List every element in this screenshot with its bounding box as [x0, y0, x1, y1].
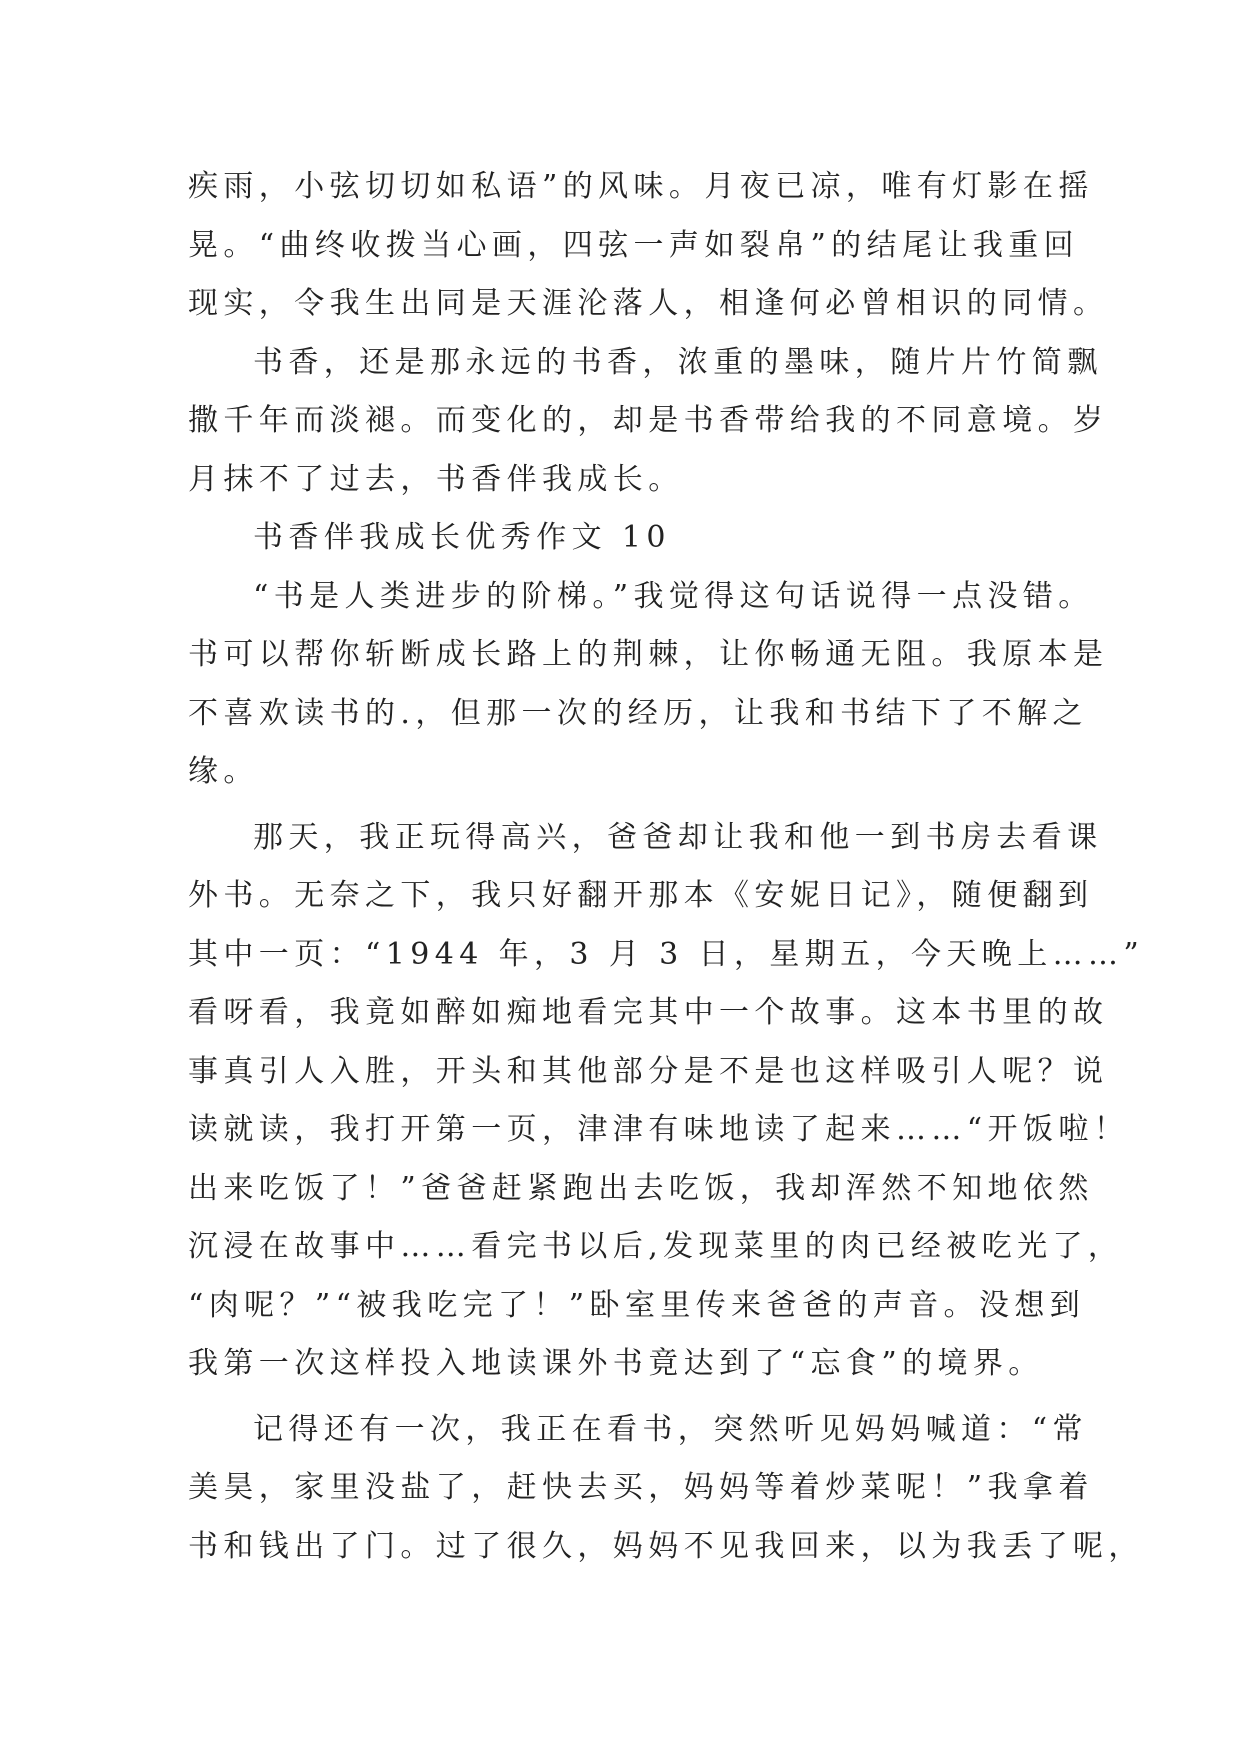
paragraph-start-line: 书香，还是那永远的书香，浓重的墨味，随片片竹简飘	[253, 344, 1103, 380]
text-line: 美昊，家里没盐了，赶快去买，妈妈等着炒菜呢！”我拿着	[188, 1470, 1094, 1505]
text-line: 看呀看，我竟如醉如痴地看完其中一个故事。这本书里的故	[188, 995, 1109, 1030]
paragraph-start-line: 记得还有一次，我正在看书，突然听见妈妈喊道：“常	[253, 1411, 1088, 1447]
text-line: 现实，令我生出同是天涯沦落人，相逢何必曾相识的同情。	[188, 286, 1109, 321]
document-body	[188, 158, 1145, 1576]
essay-title: 书香伴我成长优秀作文 10	[253, 520, 671, 555]
text-line: 撒千年而淡褪。而变化的，却是书香带给我的不同意境。岁	[188, 403, 1109, 438]
text-line: 不喜欢读书的.，但那一次的经历，让我和书结下了不解之	[188, 695, 1088, 731]
paragraph-start-line: “书是人类进步的阶梯。”我觉得这句话说得一点没错。	[253, 578, 1094, 614]
text-line: 其中一页：“1944 年，3 月 3 日，星期五，今天晚上……”	[188, 936, 1145, 972]
text-line: “肉呢？”“被我吃完了！”卧室里传来爸爸的声音。没想到	[188, 1287, 1086, 1323]
text-line: 疾雨，小弦切切如私语”的风味。月夜已凉，唯有灯影在摇	[188, 169, 1094, 204]
text-line: 我第一次这样投入地读课外书竟达到了“忘食”的境界。	[188, 1346, 1044, 1381]
text-line: 沉浸在故事中……看完书以后,发现菜里的肉已经被吃光了，	[188, 1229, 1124, 1264]
text-line: 晃。“曲终收拨当心画，四弦一声如裂帛”的结尾让我重回	[188, 227, 1080, 263]
text-line: 读就读，我打开第一页，津津有味地读了起来……“开饭啦！	[188, 1112, 1130, 1147]
paragraph-start-line: 那天，我正玩得高兴，爸爸却让我和他一到书房去看课	[253, 819, 1103, 855]
text-line: 出来吃饭了！”爸爸赶紧跑出去吃饭，我却浑然不知地依然	[188, 1170, 1094, 1206]
text-line: 外书。无奈之下，我只好翻开那本《安妮日记》，随便翻到	[188, 878, 1094, 913]
text-line: 缘。	[188, 754, 259, 789]
text-line: 月抹不了过去，书香伴我成长。	[188, 461, 684, 497]
text-line: 书可以帮你斩断成长路上的荆棘，让你畅通无阻。我原本是	[188, 637, 1109, 672]
text-line: 事真引人入胜，开头和其他部分是不是也这样吸引人呢？说	[188, 1053, 1109, 1089]
text-line: 书和钱出了门。过了很久，妈妈不见我回来，以为我丢了呢，	[188, 1528, 1144, 1564]
